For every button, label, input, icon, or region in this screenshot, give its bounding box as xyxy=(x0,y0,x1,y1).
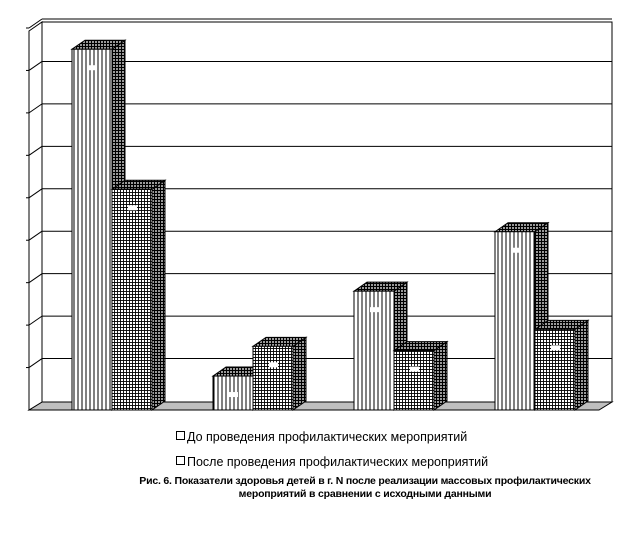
bar-front xyxy=(253,346,293,410)
bar-side xyxy=(152,180,165,410)
bar xyxy=(394,342,447,410)
bar-side xyxy=(434,342,447,410)
bar-value-marker xyxy=(370,307,379,312)
legend-label-after: После проведения профилактических мероприятий xyxy=(187,455,489,469)
bar-front xyxy=(495,232,535,410)
legend-item-before xyxy=(176,430,467,444)
legend-swatch-before xyxy=(176,431,185,440)
caption-prefix: Рис. 6. xyxy=(139,475,172,487)
bar-value-marker xyxy=(410,367,419,372)
bar-value-marker xyxy=(229,392,238,397)
legend-item-after xyxy=(176,455,488,469)
bar-front xyxy=(394,351,434,410)
bar-value-marker xyxy=(511,248,520,253)
legend-swatch-after xyxy=(176,456,185,465)
bar-side xyxy=(575,320,588,410)
caption-text: Показатели здоровья детей в г. N после реализации массовых профилактических мероприятий в сравнении с исходными данными xyxy=(174,475,591,500)
side-wall xyxy=(29,22,42,410)
bar xyxy=(535,320,588,410)
bar-front xyxy=(72,49,112,410)
bar-value-marker xyxy=(269,362,278,367)
bar-value-marker xyxy=(88,65,97,70)
bar-value-marker xyxy=(551,345,560,350)
legend-label-before: До проведения профилактических мероприятий xyxy=(187,430,468,444)
bar xyxy=(112,180,165,410)
bar-side xyxy=(293,337,306,410)
bar xyxy=(253,337,306,410)
bar-front xyxy=(112,189,152,410)
figure-caption xyxy=(105,475,625,501)
bar-value-marker xyxy=(128,205,137,210)
bar-front xyxy=(535,329,575,410)
